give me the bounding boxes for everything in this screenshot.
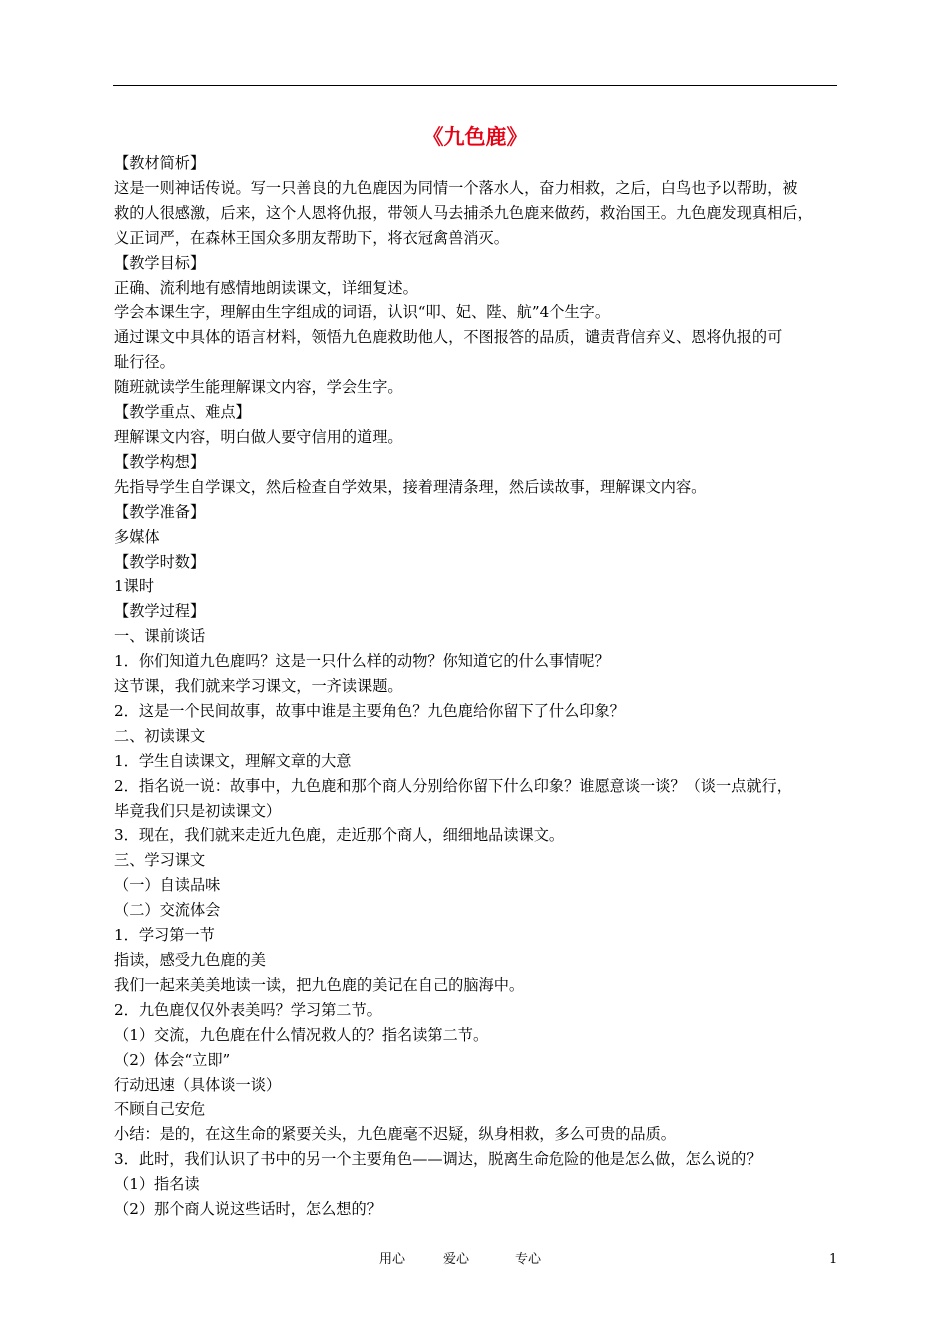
document-line: 2．这是一个民间故事，故事中谁是主要角色？九色鹿给你留下了什么印象？ xyxy=(114,701,625,720)
document-line: 【教学准备】 xyxy=(114,502,206,521)
page-footer xyxy=(0,1250,950,1270)
document-line: 先指导学生自学课文，然后检查自学效果，接着理清条理，然后读故事，理解课文内容。 xyxy=(114,477,707,496)
document-line: 正确、流利地有感情地朗读课文，详细复述。 xyxy=(114,278,418,297)
document-line: 3．此时，我们认识了书中的另一个主要角色——调达，脱离生命危险的他是怎么做，怎么说的？ xyxy=(114,1150,762,1169)
footer-text-1: 用心 xyxy=(379,1252,406,1267)
document-line: 二、初读课文 xyxy=(114,726,206,745)
document-line: 1．你们知道九色鹿吗？这是一只什么样的动物？你知道它的什么事情呢？ xyxy=(114,652,610,671)
document-line: （1）指名读 xyxy=(114,1175,200,1194)
page-number: 1 xyxy=(829,1252,838,1267)
document-title: 《九色鹿》 xyxy=(422,124,528,149)
document-line: 义正词严，在森林王国众多朋友帮助下，将衣冠禽兽消灭。 xyxy=(114,228,509,247)
document-line: 耻行径。 xyxy=(114,353,175,372)
document-line: 小结：是的，在这生命的紧要关头，九色鹿毫不迟疑，纵身相救，多么可贵的品质。 xyxy=(114,1125,676,1144)
document-line: 多媒体 xyxy=(114,527,160,546)
document-line: 不顾自己安危 xyxy=(114,1100,206,1119)
document-line: 【教学构想】 xyxy=(114,452,206,471)
document-line: 行动迅速（具体谈一谈） xyxy=(114,1075,282,1094)
document-line: 理解课文内容，明白做人要守信用的道理。 xyxy=(114,427,403,446)
document-line: 2．九色鹿仅仅外表美吗？学习第二节。 xyxy=(114,1000,382,1019)
document-line: 【教材简析】 xyxy=(114,154,206,172)
document-body xyxy=(114,151,842,1222)
document-line: 通过课文中具体的语言材料，领悟九色鹿救助他人，不图报答的品质，谴责背信弃义、恩将仇报的可 xyxy=(114,328,783,347)
header-rule xyxy=(113,85,837,86)
document-line: 指读，感受九色鹿的美 xyxy=(114,951,266,969)
document-line: 随班就读学生能理解课文内容，学会生字。 xyxy=(114,378,403,397)
footer-text-2: 爱心 xyxy=(443,1252,470,1267)
document-line: 这是一则神话传说。写一只善良的九色鹿因为同情一个落水人，奋力相救，之后，白鸟也予以帮助，被 xyxy=(114,178,798,197)
document-line: （2）体会“立即” xyxy=(114,1050,231,1069)
document-line: 毕竟我们只是初读课文） xyxy=(114,801,282,820)
footer-text-3: 专心 xyxy=(515,1252,542,1267)
document-line: 【教学过程】 xyxy=(114,602,206,621)
document-line: 学会本课生字，理解由生字组成的词语，认识“叩、妃、陛、航”4个生字。 xyxy=(114,303,611,322)
document-line: 【教学时数】 xyxy=(114,552,206,571)
document-line: 我们一起来美美地读一读，把九色鹿的美记在自己的脑海中。 xyxy=(114,975,525,994)
document-line: 1．学习第一节 xyxy=(114,926,215,945)
document-line: 救的人很感激，后来，这个人恩将仇报，带领人马去捕杀九色鹿来做药，救治国王。九色鹿发现真相后， xyxy=(114,203,813,222)
document-line: 1课时 xyxy=(114,577,155,596)
document-line: 这节课，我们就来学习课文，一齐读课题。 xyxy=(114,677,403,696)
document-line: 【教学重点、难点】 xyxy=(114,403,251,422)
document-line: （1）交流，九色鹿在什么情况救人的？指名读第二节。 xyxy=(114,1025,489,1044)
document-line: （2）那个商人说这些话时，怎么想的？ xyxy=(114,1200,382,1219)
document-line: （二）交流体会 xyxy=(114,901,221,920)
document-line: 三、学习课文 xyxy=(114,851,206,870)
document-line: 一、课前谈话 xyxy=(114,627,206,646)
document-line: （一）自读品味 xyxy=(114,876,221,895)
document-line: 【教学目标】 xyxy=(114,253,206,272)
document-line: 1．学生自读课文，理解文章的大意 xyxy=(114,751,352,770)
document-line: 3．现在，我们就来走近九色鹿，走近那个商人，细细地品读课文。 xyxy=(114,826,565,845)
document-line: 2．指名说一说：故事中，九色鹿和那个商人分别给你留下什么印象？谁愿意谈一谈？（谈一点就行， xyxy=(114,776,792,795)
